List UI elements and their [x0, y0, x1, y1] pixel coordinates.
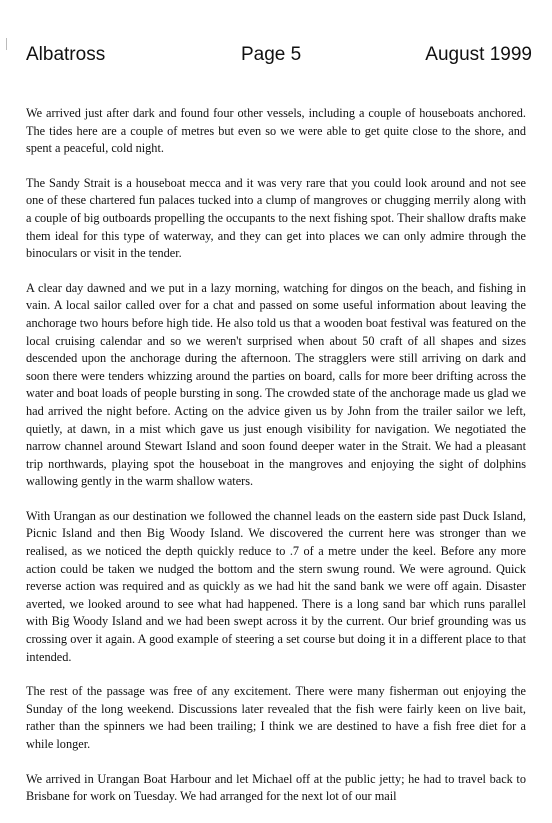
article-body: [26, 105, 526, 823]
paragraph-6: We arrived in Urangan Boat Harbour and let Michael off at the public jetty; he had to travel back to Brisbane for work on Tuesday. We had arranged for the next lot of our mail: [26, 771, 526, 804]
paragraph-3: A clear day dawned and we put in a lazy morning, watching for dingos on the beach, and fishing in vain. A local sailor called over for a chat and passed on some useful information about leaving the anchorage two hours before high tide. He also told us that a wooden boat festival was featured on the local cruising calendar and so we weren't surprised when about 50 craft of all shapes and sizes descended upon the anchorage during the afternoon. The stragglers were still arriving on dark and soon there were tenders whizzing around the parties on board, calls for more beer drifting across the water and boat loads of people bursting in song. The crowded state of the anchorage made us glad we had arrived the night before. Acting on the advice given us by John from the trailer sailor we left, quietly, at dawn, in a mist which gave us just enough visibility for navigation. We negotiated the narrow channel around Stewart Island and soon found deeper water in the Strait. We had a pleasant trip northwards, playing spot the houseboat in the mangroves and enjoying the sight of dolphins wallowing gently in the warm shallow waters.: [26, 280, 526, 489]
paragraph-4: With Urangan as our destination we followed the channel leads on the eastern side past Duck Island, Picnic Island and then Big Woody Island. We discovered the current here was stronger than we realised, as we noticed the depth quickly reduce to .7 of a metre under the keel. Before any more action could be taken we nudged the bottom and the stern swung round. We were aground. Quick reverse action was required and as quickly as we had hit the sand bank we were off again. Disaster averted, we looked around to see what had happened. There is a long sand bar which runs parallel with Big Woody Island and we had been swept across it by the current. Our brief grounding was us crossing over it again. A good example of steering a set course but doing it in a different place to that intended.: [26, 508, 526, 664]
paragraph-2: The Sandy Strait is a houseboat mecca and it was very rare that you could look around and not see one of these chartered fun palaces tucked into a clump of mangroves or chugging merrily along with a couple of big outboards propelling the occupants to the next fishing spot. Their shallow drafts make them ideal for this type of waterway, and they can get into places we can only admire through the binoculars or visit in the tender.: [26, 175, 526, 261]
paragraph-1: We arrived just after dark and found four other vessels, including a couple of houseboats anchored. The tides here are a couple of metres but even so we were able to get quite close to the shore, and spent a peaceful, cold night.: [26, 106, 526, 156]
issue-date: August 1999: [425, 44, 532, 65]
page-header: [26, 44, 532, 78]
page-number: Page 5: [241, 44, 302, 65]
newsletter-title: Albatross: [26, 44, 106, 65]
scan-margin-mark: [6, 38, 7, 50]
paragraph-5: The rest of the passage was free of any excitement. There were many fisherman out enjoying the Sunday of the long weekend. Discussions later revealed that the fish were fairly keen on live bait, rather than the spinners we had been trailing; I think we are destined to have a fish free diet for a while longer.: [26, 684, 526, 751]
